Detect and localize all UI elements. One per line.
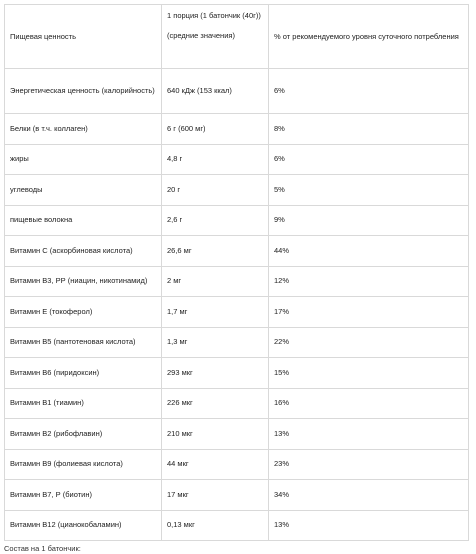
nutrient-amount: 4,8 г: [162, 144, 269, 175]
nutrient-percent: 6%: [269, 144, 469, 175]
table-row: [5, 358, 469, 389]
header-average-values: (средние значения): [167, 31, 235, 40]
nutrient-percent: 5%: [269, 175, 469, 206]
nutrient-name: Белки (в т.ч. коллаген): [5, 114, 162, 145]
nutrient-name: Витамин В1 (тиамин): [5, 388, 162, 419]
table-row: [5, 114, 469, 145]
nutrient-percent: 13%: [269, 419, 469, 450]
nutrition-table: [4, 4, 469, 541]
nutrient-name: жиры: [5, 144, 162, 175]
table-row: [5, 205, 469, 236]
nutrient-percent: 8%: [269, 114, 469, 145]
nutrient-amount: 2,6 г: [162, 205, 269, 236]
nutrient-name: углеводы: [5, 175, 162, 206]
nutrient-percent: 15%: [269, 358, 469, 389]
nutrient-amount: 210 мкг: [162, 419, 269, 450]
nutrient-amount: 20 г: [162, 175, 269, 206]
nutrient-percent: 13%: [269, 510, 469, 541]
nutrient-name: Витамин В3, РР (ниацин, никотинамид): [5, 266, 162, 297]
nutrient-name: Витамин В2 (рибофлавин): [5, 419, 162, 450]
nutrient-amount: 293 мкг: [162, 358, 269, 389]
nutrient-amount: 226 мкг: [162, 388, 269, 419]
table-row: [5, 510, 469, 541]
table-row: [5, 236, 469, 267]
nutrient-amount: 17 мкг: [162, 480, 269, 511]
table-row: [5, 327, 469, 358]
nutrient-percent: 16%: [269, 388, 469, 419]
nutrient-percent: 34%: [269, 480, 469, 511]
nutrient-amount: 1,3 мг: [162, 327, 269, 358]
header-nutrition-value: Пищевая ценность: [5, 5, 162, 69]
nutrient-name: Витамин Е (токоферол): [5, 297, 162, 328]
nutrient-percent: 9%: [269, 205, 469, 236]
table-row: [5, 297, 469, 328]
nutrient-percent: 17%: [269, 297, 469, 328]
nutrient-name: Энергетическая ценность (калорийность): [5, 69, 162, 114]
header-serving-size: 1 порция (1 батончик (40г)): [167, 11, 261, 20]
nutrient-amount: 2 мг: [162, 266, 269, 297]
table-row: [5, 175, 469, 206]
nutrient-name: пищевые волокна: [5, 205, 162, 236]
composition-caption-text: Состав на 1 батончик:: [4, 544, 81, 553]
table-row: [5, 266, 469, 297]
nutrient-amount: 6 г (600 мг): [162, 114, 269, 145]
header-daily-percent: % от рекомендуемого уровня суточного потребления: [269, 5, 469, 69]
nutrient-percent: 22%: [269, 327, 469, 358]
nutrient-percent: 44%: [269, 236, 469, 267]
nutrient-name: Витамин В6 (пиридоксин): [5, 358, 162, 389]
nutrient-amount: 640 кДж (153 ккал): [162, 69, 269, 114]
nutrient-amount: 0,13 мкг: [162, 510, 269, 541]
table-row: [5, 419, 469, 450]
nutrient-percent: 12%: [269, 266, 469, 297]
nutrient-percent: 23%: [269, 449, 469, 480]
table-row: [5, 69, 469, 114]
composition-caption: [4, 542, 124, 553]
nutrient-amount: 26,6 мг: [162, 236, 269, 267]
nutrient-name: Витамин С (аскорбиновая кислота): [5, 236, 162, 267]
table-header-row: [5, 5, 469, 69]
table-row: [5, 144, 469, 175]
nutrient-amount: 44 мкг: [162, 449, 269, 480]
table-row: [5, 388, 469, 419]
nutrient-percent: 6%: [269, 69, 469, 114]
nutrient-name: Витамин В5 (пантотеновая кислота): [5, 327, 162, 358]
table-row: [5, 480, 469, 511]
nutrient-name: Витамин В12 (цианокобаламин): [5, 510, 162, 541]
nutrient-name: Витамин В7, Р (биотин): [5, 480, 162, 511]
table-row: [5, 449, 469, 480]
header-serving: [162, 5, 269, 69]
nutrient-amount: 1,7 мг: [162, 297, 269, 328]
nutrient-name: Витамин В9 (фолиевая кислота): [5, 449, 162, 480]
